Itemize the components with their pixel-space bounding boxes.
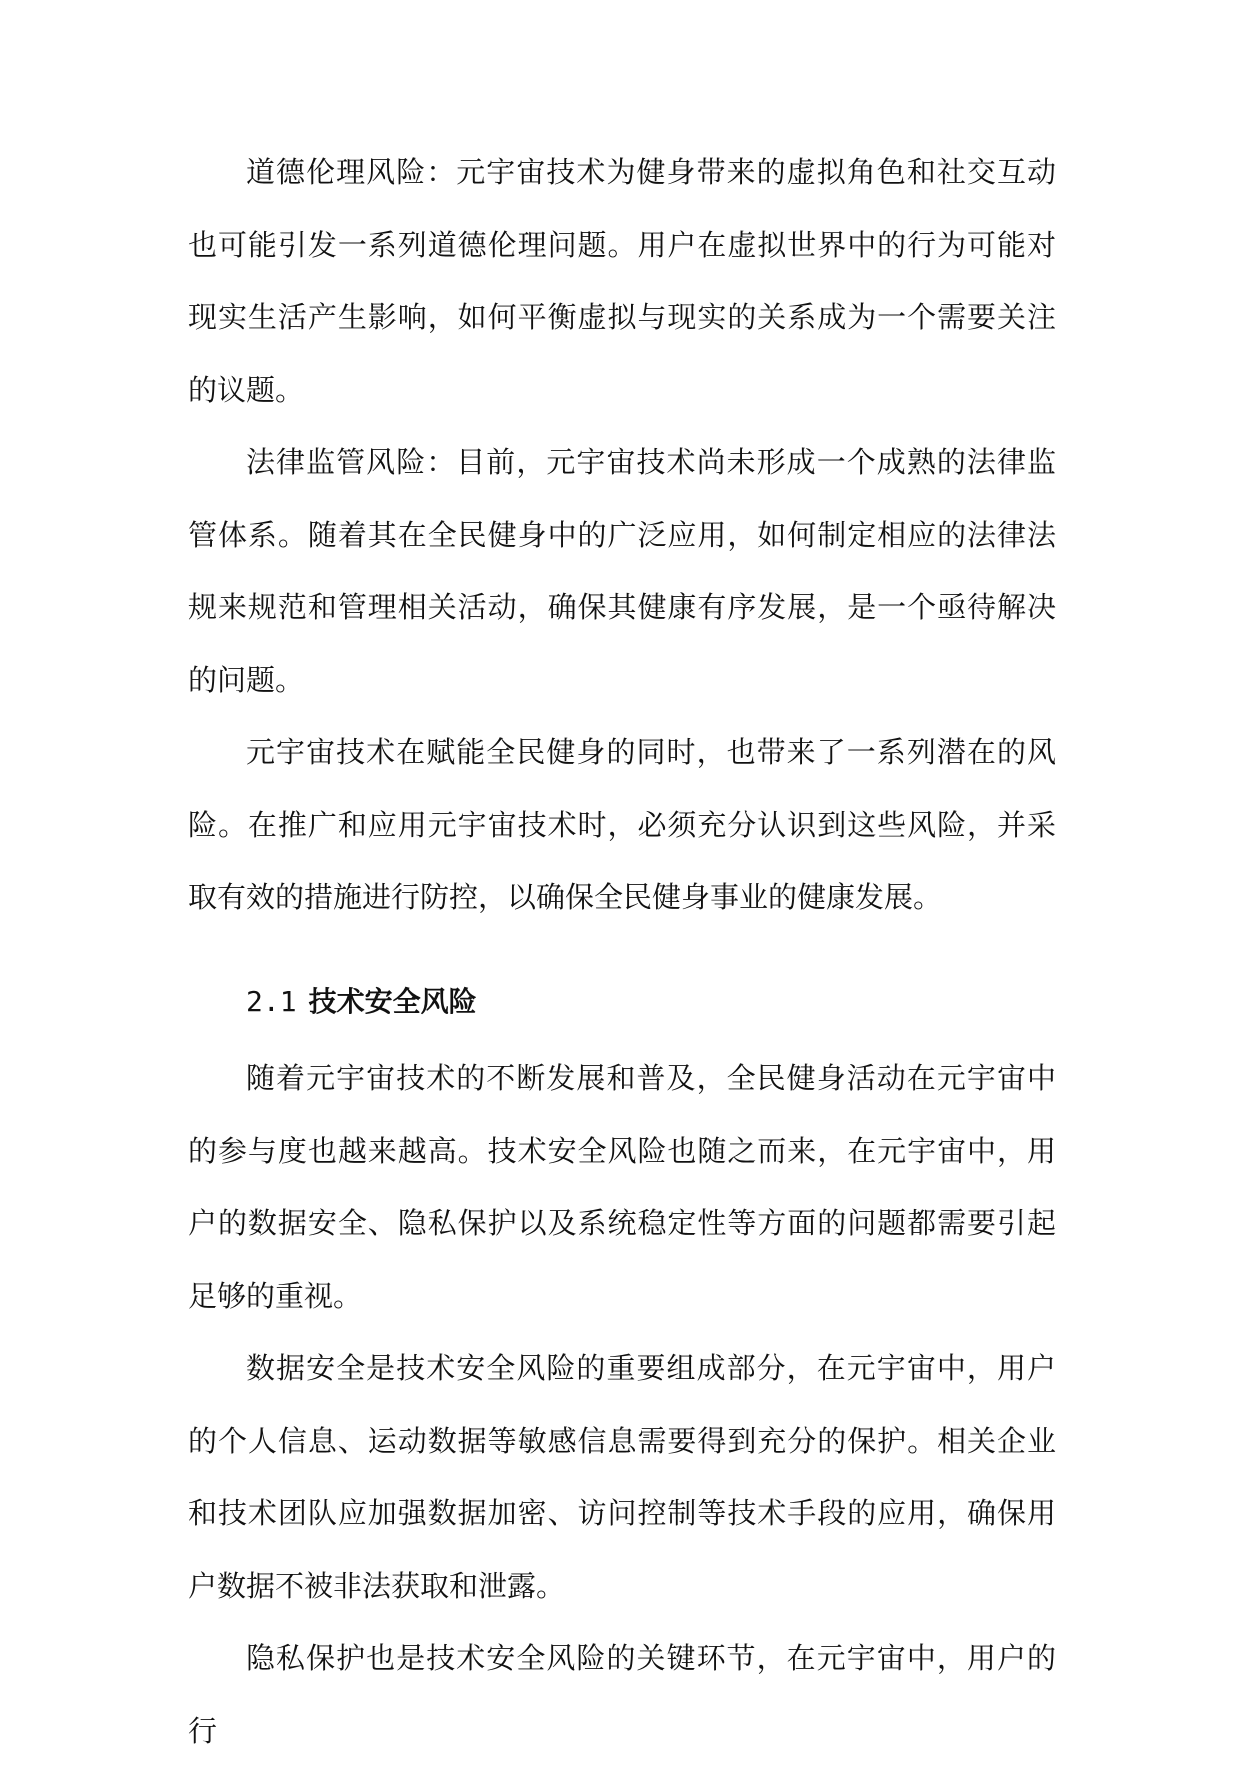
paragraph-data-security: 数据安全是技术安全风险的重要组成部分，在元宇宙中，用户的个人信息、运动数据等敏感信息需要得到充分的保护。相关企业和技术团队应加强数据加密、访问控制等技术手段的应用，确保用户数据不被非法获取和泄露。: [188, 1351, 1056, 1603]
paragraph-ethics-risk: 道德伦理风险：元宇宙技术为健身带来的虚拟角色和社交互动也可能引发一系列道德伦理问题。用户在虚拟世界中的行为可能对现实生活产生影响，如何平衡虚拟与现实的关系成为一个需要关注的议题。: [188, 155, 1056, 407]
paragraph-legal-risk: 法律监管风险：目前，元宇宙技术尚未形成一个成熟的法律监管体系。随着其在全民健身中的广泛应用，如何制定相应的法律法规来规范和管理相关活动，确保其健康有序发展，是一个亟待解决的问题。: [188, 445, 1056, 697]
section-heading: [188, 934, 1056, 1043]
paragraph-privacy-protection: 隐私保护也是技术安全风险的关键环节，在元宇宙中，用户的行: [188, 1641, 1056, 1748]
paragraph-tech-security-intro: 随着元宇宙技术的不断发展和普及，全民健身活动在元宇宙中的参与度也越来越高。技术安全风险也随之而来，在元宇宙中，用户的数据安全、隐私保护以及系统稳定性等方面的问题都需要引起足够的重视。: [188, 1061, 1056, 1313]
paragraph-risk-summary: 元宇宙技术在赋能全民健身的同时，也带来了一系列潜在的风险。在推广和应用元宇宙技术时，必须充分认识到这些风险，并采取有效的措施进行防控，以确保全民健身事业的健康发展。: [188, 735, 1056, 914]
section-number: 2.1: [246, 984, 297, 1018]
section-title: 技术安全风险: [308, 984, 477, 1018]
document-body: [188, 136, 1056, 1767]
